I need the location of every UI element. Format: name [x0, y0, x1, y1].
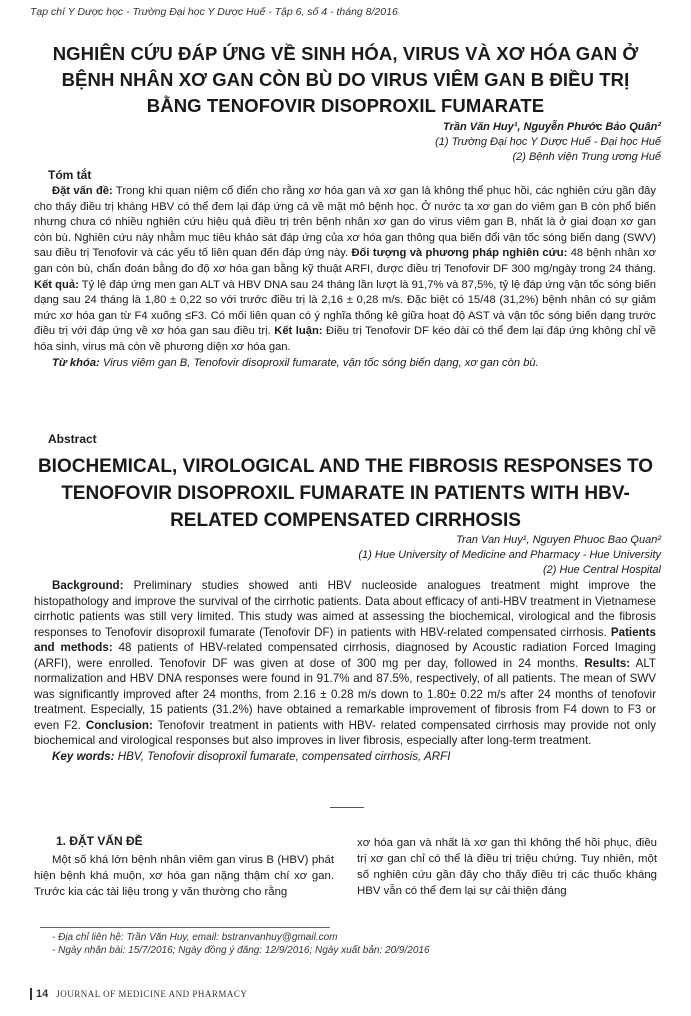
label-results-vn: Kết quả: [34, 278, 79, 291]
label-keywords-en: Key words: [52, 749, 115, 763]
vietnamese-authors: Trần Văn Huy¹, Nguyễn Phước Bảo Quân² [443, 121, 661, 133]
summary-heading: Tóm tắt [48, 168, 92, 182]
text-methods-vn: 48 bệnh nhân xơ gan còn bù, chẩn đoán bằng đo độ xơ hóa gan bằng kỹ thuật ARFI, được điều trị Tenofovir DF 300 mg/ngày trong 24 tháng. [34, 247, 656, 275]
vietnamese-affiliation-1: (1) Trường Đại học Y Dược Huế - Đại học Huế [435, 136, 661, 148]
english-affiliation-2: (2) Hue Central Hospital [543, 564, 661, 576]
vietnamese-abstract [34, 184, 656, 371]
label-background-en: Background: [52, 579, 124, 592]
vietnamese-affiliation-2: (2) Bệnh viện Trung ương Huế [512, 151, 661, 163]
english-affiliation-1: (1) Hue University of Medicine and Pharmacy - Hue University [358, 549, 661, 561]
text-results-vn: Tỷ lệ đáp ứng men gan ALT và HBV DNA sau 24 tháng lần lượt là 91,7% và 87,5%, tỷ lệ đáp ứng vận tốc sóng biến dạng sau 24 tháng là 1,80 ± 0,22 so với trước điều trị là 2,16 ± 0,28 m/s. Đặc biệt có 15/48 (31,2%) bệnh nhân có sự giảm mức xơ hóa gan từ F4 xuống ≤F3. Có mối liên quan có ý nghĩa thống kê giữa hoạt độ AST và vận tốc sóng biến dạng trước điều trị với đáp ứng về xơ hóa gan sau điều trị. [34, 278, 657, 338]
label-keywords-vn: Từ khóa: [52, 356, 100, 369]
label-results-en: Results: [584, 656, 631, 670]
english-title [20, 453, 671, 534]
vietnamese-title [20, 41, 671, 119]
label-conclusion-vn: Kết luận: [274, 325, 323, 338]
english-abstract [34, 578, 656, 764]
english-title-line: BIOCHEMICAL, VIROLOGICAL AND THE FIBROSIS RESPONSES TO [37, 456, 654, 477]
body-right-paragraph: xơ hóa gan và nhất là xơ gan thì không thể hồi phục, điều trị xơ gan chỉ có thể là điều trị triệu chứng. Tuy nhiên, một số nghiên cứu gần đây cho thấy điều trị các thuốc kháng HBV vẫn có thể đem lại sự cải thiện đáng [357, 837, 657, 897]
text-results-en: ALT normalization and HBV DNA responses were found in 91.7% and 87.5%, respectively, of all patients. The mean of SWV was significantly improved after 24 months, from 2.16 ± 0.28 m/s down to 1.80± 0.22 m/s after 24 months of tenofovir treatment. Especially, 15 patients (31.2%) have obtained a remarkable improvement of fibrosis from F4 down to F3 or even F2. [34, 656, 656, 732]
label-methods-vn: Đối tượng và phương pháp nghiên cứu: [351, 247, 568, 260]
vietnamese-title-line: BỆNH NHÂN XƠ GAN CÒN BÙ DO VIRUS VIÊM GAN B ĐIỀU TRỊ [61, 69, 630, 90]
label-methods-en: Patients and methods: [34, 625, 656, 654]
vietnamese-keywords [34, 356, 656, 372]
label-background-vn: Đặt vấn đề: [52, 185, 113, 197]
text-background-vn: Trong khi quan niệm cổ điển cho rằng xơ hóa gan và xơ gan là không thể phục hồi, các nghiên cứu gần đây cho thấy điều trị kháng HBV có thể đem lại đáp ứng cả về mặt mô bệnh học. Ở nước ta xơ gan do viêm gan B còn phổ biến nhưng chưa có nhiều nghiên cứu hiệu quả điều trị trên bệnh nhân xơ gan do virus viêm gan B, nhất là ở giai đoạn xơ gan còn bù. Nghiên cứu này nhằm mục tiêu khảo sát đáp ứng của xơ hóa gan thông qua biến đổi vận tốc sóng biến dạng (SWV) sau điều trị Tenofovir và các yếu tố liên quan đến đáp ứng này. [34, 185, 656, 260]
submission-dates: - Ngày nhận bài: 15/7/2016; Ngày đồng ý đăng: 12/9/2016; Ngày xuất bản: 20/9/2016 [52, 945, 430, 956]
english-title-line: RELATED COMPENSATED CIRRHOSIS [170, 510, 521, 531]
text-conclusion-vn: Điều trị Tenofovir DF kéo dài có thể đem lại đáp ứng không chỉ về hóa sinh, virus mà còn về phương diện xơ hóa gan. [34, 325, 657, 353]
running-head: Tạp chí Y Dược học - Trường Đại học Y Dược Huế - Tập 6, số 4 - tháng 8/2016 [30, 6, 398, 18]
journal-name: JOURNAL OF MEDICINE AND PHARMACY [56, 989, 248, 999]
section-separator [330, 807, 364, 808]
contact-address: - Địa chỉ liên hệ: Trần Văn Huy, email: bstranvanhuy@gmail.com [52, 932, 338, 943]
text-background-en: Preliminary studies showed anti HBV nucleoside analogues treatment might improve the histopathology and improve the survival of the cirrhotic patients. Data about efficacy of anti-HBV treatment in Vietnamese cirrhotic patients was still very limited. This study was aimed at assessing the biochemical, virological and the fibrosis responses to Tenofovir disoproxil fumarate (Tenofovir DF) in patients with HBV-related compensated cirrhosis. [34, 579, 656, 639]
text-keywords-vn: Virus viêm gan B, Tenofovir disoproxil fumarate, vận tốc sóng biến dạng, xơ gan còn bù. [99, 356, 539, 369]
vietnamese-title-line: BẰNG TENOFOVIR DISOPROXIL FUMARATE [146, 95, 545, 116]
label-conclusion-en: Conclusion: [85, 718, 153, 732]
english-keywords [34, 749, 656, 765]
english-authors-block [358, 533, 661, 578]
page-number: 14 [30, 988, 48, 1000]
vietnamese-title-line: NGHIÊN CỨU ĐÁP ỨNG VỀ SINH HÓA, VIRUS VÀ XƠ HÓA GAN Ở [52, 43, 639, 64]
english-title-line: TENOFOVIR DISOPROXIL FUMARATE IN PATIENTS WITH HBV- [61, 483, 630, 504]
text-conclusion-en: Tenofovir treatment in patients with HBV- related compensated cirrhosis may provide not only biochemical and virological responses but also improves in liver fibrosis, especially after long-term treatment. [34, 718, 656, 747]
body-right-column [357, 835, 657, 899]
text-keywords-en: HBV, Tenofovir disoproxil fumarate, compensated cirrhosis, ARFI [114, 749, 451, 763]
text-methods-en: 48 patients of HBV-related compensated cirrhosis, diagnosed by Acoustic radiation Forced Imaging (ARFI), were enrolled. Tenofovir DF was given at dose of 300 mg per day, followed in 24 months. [34, 641, 656, 670]
abstract-heading: Abstract [48, 432, 97, 446]
vietnamese-authors-block [435, 120, 661, 165]
body-left-paragraph: Một số khá lớn bệnh nhân viêm gan virus B (HBV) phát hiện bệnh khá muộn, xơ hóa gan nặng thậm chí xơ gan. Trước kia các tài liệu trong y văn thường cho rằng [34, 854, 334, 898]
section-heading-intro: 1. ĐẶT VẤN ĐỀ [56, 834, 143, 848]
body-left-column [34, 852, 334, 900]
english-authors: Tran Van Huy¹, Nguyen Phuoc Bao Quan² [456, 534, 661, 546]
page-footer [30, 988, 247, 1000]
english-abstract-body [34, 578, 656, 749]
vietnamese-abstract-body [34, 184, 656, 356]
footnote-rule [40, 927, 330, 928]
contact-footnote [52, 931, 472, 957]
